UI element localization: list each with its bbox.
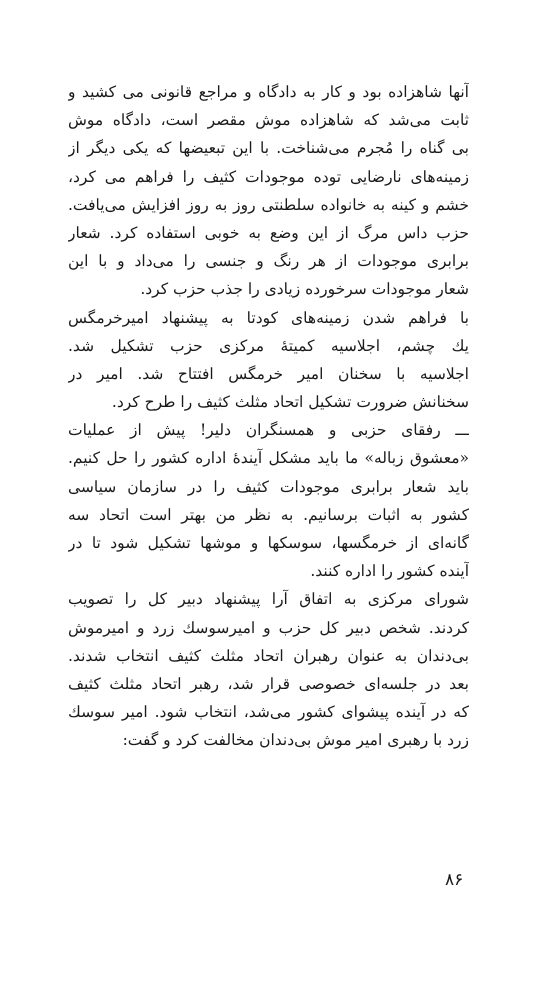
- page-number: ۸۶: [445, 870, 464, 890]
- text-line: زمینه‌های نارضایی توده موجودات کثیف را فراهم می کرد،: [68, 167, 469, 186]
- text-line: باید شعار برابری موجودات کثیف را در سازمان سیاسی: [68, 477, 469, 496]
- text-line: آنها شاهزاده بود و کار به دادگاه و مراجع قانونی می کشید و: [68, 83, 469, 101]
- text-line: خشم و کینه به خانواده سلطنتی روز به روز افزایش می‌یافت.: [68, 195, 469, 214]
- text-line: بی‌دندان به عنوان رهبران اتحاد مثلث کثیف انتخاب شدند.: [68, 646, 469, 665]
- text-line: ثابت می‌شد که شاهزاده موش مقصر است، دادگاه موش: [68, 111, 469, 130]
- text-line: با فراهم شدن زمینه‌های کودتا به پیشنهاد امیرخرمگس: [68, 308, 469, 327]
- text-line: ـــ رفقای حزبی و همسنگران دلیر! پیش از عملیات: [68, 421, 469, 440]
- text-line: سخنانش ضرورت تشکیل اتحاد مثلث کثیف را طرح کرد.: [111, 393, 469, 412]
- text-line: «معشوق زباله» ما باید مشکل آیندهٔ اداره کشور را حل کنیم.: [68, 449, 469, 468]
- text-line: که در آینده پیشوای کشور می‌شد، انتخاب شود. امیر سوسك: [68, 703, 469, 722]
- text-line: زرد با رهبری امیر موش بی‌دندان مخالفت کرد و گفت:: [122, 731, 469, 750]
- text-line: شعار موجودات سرخورده زیادی را جذب حزب کرد.: [140, 280, 469, 299]
- text-line: آینده کشور را اداره کنند.: [310, 562, 469, 581]
- text-line: شورای مرکزی به اتفاق آرا پیشنهاد دبیر کل را تصویب: [68, 590, 469, 609]
- text-line: برابری موجودات از هر رنگ و جنسی را می‌داد و با این: [68, 252, 469, 271]
- text-line: حزب داس مرگ از این وضع به خوبی استفاده کرد. شعار: [68, 223, 469, 242]
- text-line: بعد در جلسه‌ای خصوصی قرار شد، رهبر اتحاد مثلث کثیف: [68, 674, 469, 693]
- text-line: کردند. شخص دبیر کل حزب و امیرسوسك زرد و امیرموش: [68, 618, 469, 637]
- body-text: [68, 78, 469, 755]
- text-line: گانه‌ای از خرمگسها، سوسکها و موشها تشکیل شود تا در: [68, 534, 469, 552]
- text-line: بی گناه را مُجرم می‌شناخت. با این تبعیضها که یکی دیگر از: [68, 139, 469, 158]
- text-line: کشور به اثبات برسانیم. به نظر من بهتر است اتحاد سه: [68, 505, 469, 524]
- text-line: اجلاسیه با سخنان امیر خرمگس افتتاح شد. امیر در: [68, 364, 469, 383]
- text-line: یك چشم، اجلاسیه کمیتهٔ مرکزی حزب تشکیل شد.: [68, 336, 469, 355]
